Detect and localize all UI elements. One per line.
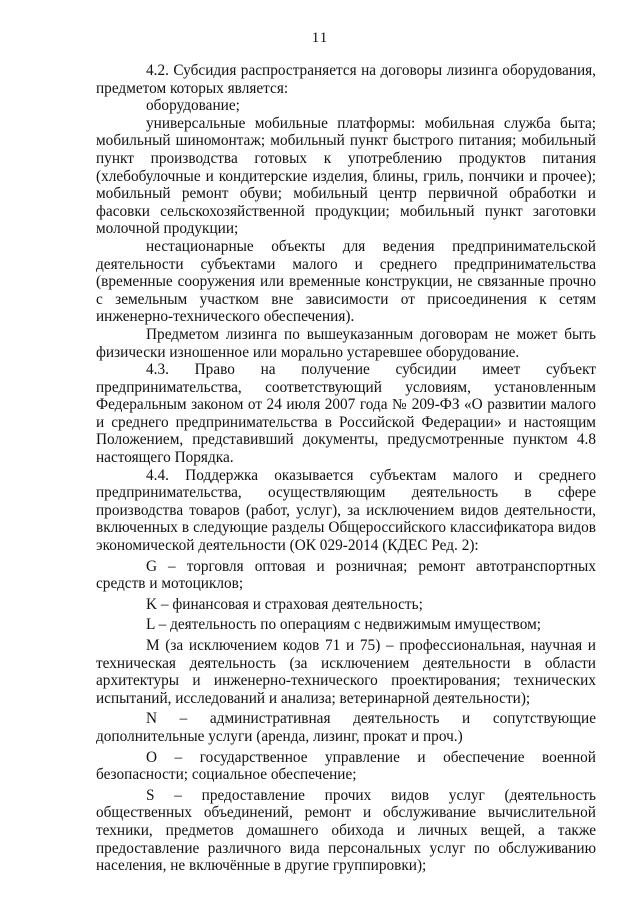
document-body xyxy=(96,62,596,875)
list-item-section-n: N – административная деятельность и сопутствующие дополнительные услуги (аренда, лизинг, прокат и проч.) xyxy=(96,710,596,745)
page-number: 11 xyxy=(311,30,329,46)
list-item-equipment: оборудование; xyxy=(146,97,240,115)
paragraph-leasing-subject: Предметом лизинга по вышеуказанным договорам не может быть физически изношенное или морально устаревшее оборудование. xyxy=(96,325,596,361)
list-item-section-k: K – финансовая и страховая деятельность; xyxy=(146,595,423,613)
list-item-section-o: O – государственное управление и обеспечение военной безопасности; социальное обеспечение; xyxy=(96,748,596,784)
list-item-section-l: L – деятельность по операциям с недвижимым имуществом; xyxy=(146,616,542,634)
list-item-nonstationary-objects: нестационарные объекты для ведения предпринимательской деятельности субъектами малого и среднего предпринимательства (временные сооружения или временные конструкции, не связанные прочно с земельным участком вне зависимости от присоединения к сетям инженерно-технического обеспечения). xyxy=(96,237,596,326)
paragraph-4-4: 4.4. Поддержка оказывается субъектам малого и среднего предпринимательства, осуществляющим деятельность в сфере производства товаров (работ, услуг), за исключением видов деятельности, включенных в следующие разделы Общероссийского классификатора видов экономической деятельности (ОК 029-2014 (КДЕС Ред. 2): xyxy=(96,466,596,555)
list-item-mobile-platforms: универсальные мобильные платформы: мобильная служба быта; мобильный шиномонтаж; мобильный пункт быстрого питания; мобильный пункт производства готовых к употреблению продуктов питания (хлебобулочные и кондитерские изделия, блины, гриль, пончики и прочее); мобильный ремонт обуви; мобильный центр первичной обработки и фасовки сельскохозяйственной продукции; мобильный пункт заготовки молочной продукции; xyxy=(96,114,596,238)
paragraph-4-2: 4.2. Субсидия распространяется на договоры лизинга оборудования, предметом которых является: xyxy=(96,62,596,97)
list-item-section-m: M (за исключением кодов 71 и 75) – профессиональная, научная и техническая деятельность (за исключением деятельности в области архитектуры и инженерно-технического проектирования; технических испытаний, исследований и анализа; ветеринарной деятельности); xyxy=(96,637,596,707)
list-item-section-s: S – предоставление прочих видов услуг (деятельность общественных объединений, ремонт и обслуживание вычислительной техники, предметов домашнего обихода и личных вещей, а также предоставление различного вида персональных услуг по обслуживанию населения, не включённые в другие группировки); xyxy=(96,786,596,875)
paragraph-4-3: 4.3. Право на получение субсидии имеет субъект предпринимательства, соответствующий условиям, установленным Федеральным законом от 24 июля 2007 года № 209-ФЗ «О развитии малого и среднего предпринимательства в Российской Федерации» и настоящим Положением, представивший документы, предусмотренные пунктом 4.8 настоящего Порядка. xyxy=(96,361,596,467)
list-item-section-g: G – торговля оптовая и розничная; ремонт автотранспортных средств и мотоциклов; xyxy=(96,557,596,593)
